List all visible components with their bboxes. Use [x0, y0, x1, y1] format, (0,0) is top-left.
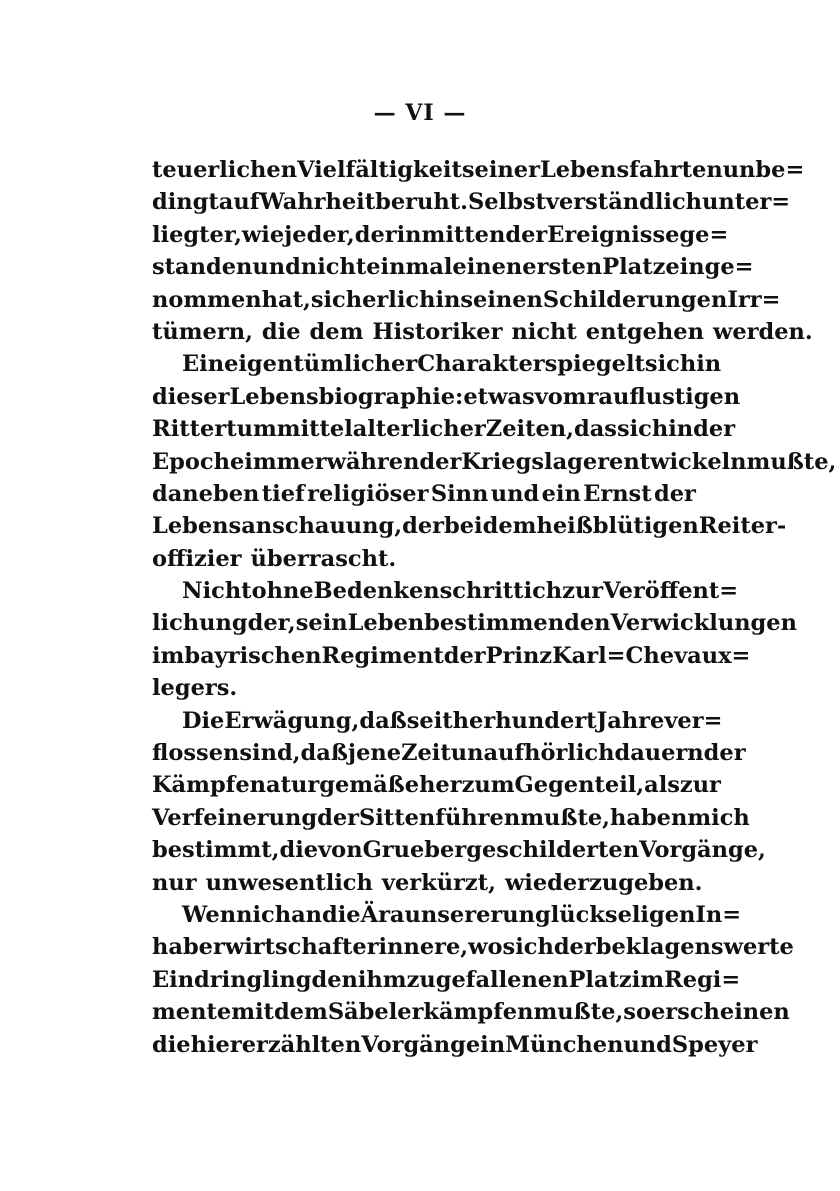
text-line: legers.	[152, 675, 238, 702]
text-line: Lebensanschauung, der bei dem heißblütigen Reiter-	[152, 513, 787, 540]
text-line: tümern, die dem Historiker nicht entgehen werden.	[152, 318, 813, 345]
body-text	[152, 154, 837, 1061]
text-line: Ein eigentümlicher Charakter spiegelt sich in	[182, 351, 722, 378]
text-line: lichung der, sein Leben bestimmenden Verwicklungen	[152, 610, 797, 637]
text-line: im bayrischen Regiment der Prinz Karl=Chevaux=	[152, 642, 751, 669]
text-line: liegt er, wie jeder, der inmitten der Ereignisse ge=	[152, 221, 729, 248]
text-line: nommen hat, sicherlich in seinen Schilderungen Irr=	[152, 286, 781, 313]
text-line: Epoche immerwährender Kriegslager entwickeln mußte,	[152, 448, 837, 475]
text-line: nur unwesentlich verkürzt, wiederzugeben.	[152, 869, 703, 896]
text-line: teuerlichen Vielfältigkeit seiner Lebensfahrten unbe=	[152, 157, 805, 183]
text-line: die hier erzählten Vorgänge in München und Speyer	[152, 1031, 758, 1058]
text-line: Eindringling den ihm zugefallenen Platz im Regi=	[152, 966, 741, 993]
text-line: Die Erwägung, daß seither hundert Jahre ver=	[182, 707, 723, 734]
text-line: daneben tief religiöser Sinn und ein Ernst der	[152, 480, 696, 507]
text-line: standen und nicht einmal einen ersten Platz einge=	[152, 254, 754, 281]
text-line: Kämpfe naturgemäß eher zum Gegenteil, als zur	[152, 772, 721, 799]
text-line: flossen sind, daß jene Zeit unaufhörlich dauernder	[152, 740, 746, 767]
text-line: haberwirtschaft erinnere, wo sich der beklagenswerte	[152, 934, 794, 961]
text-line: bestimmt, die von Grueber geschilderten Vorgänge,	[152, 837, 766, 864]
text-line: dingt auf Wahrheit beruht. Selbstverständlich unter=	[152, 189, 791, 216]
text-line: dieser Lebensbiographie: etwas vom rauflustigen	[152, 383, 741, 410]
page-number: — VI —	[373, 100, 467, 126]
text-line: Verfeinerung der Sitten führen mußte, haben mich	[152, 804, 750, 831]
text-line: Nicht ohne Bedenken schritt ich zur Veröffent=	[182, 578, 739, 605]
text-line: Wenn ich an die Ära unserer unglückseligen In=	[182, 901, 742, 928]
text-line: Rittertum mittelalterlicher Zeiten, das sich in der	[152, 416, 736, 443]
text-line: mente mit dem Säbel erkämpfen mußte, so erscheinen	[152, 999, 790, 1026]
text-line: offizier überrascht.	[152, 545, 397, 572]
